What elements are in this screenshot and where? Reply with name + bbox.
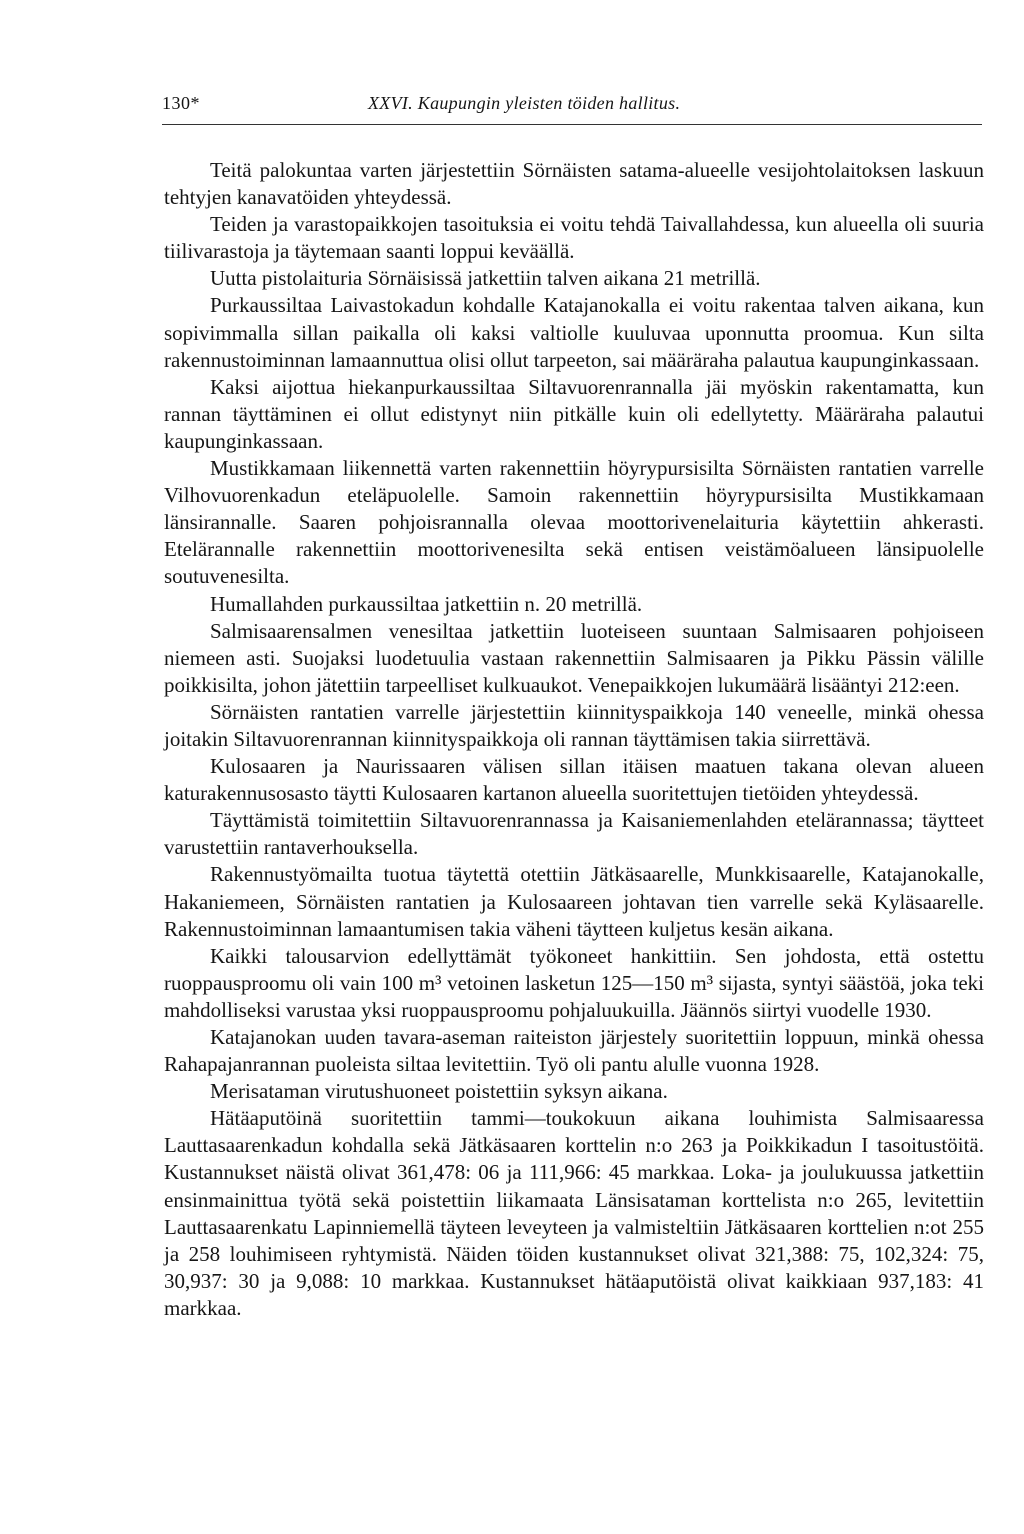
paragraph: Mustikkamaan liikennettä varten rakennettiin höyrypursisilta Sörnäisten rantatien varrelle Vilhovuorenkadun eteläpuolelle. Samoin rakennettiin höyrypursisilta Mustikkamaan länsirannalle. Saaren pohjoisrannalla olevaa moottorivenelaituria käytettiin ahkerasti. Etelärannalle rakennettiin moottorivenesilta sekä entisen veistämöalueen länsipuolelle soutuvenesilta.: [164, 456, 984, 589]
paragraph: Täyttämistä toimitettiin Siltavuorenrannassa ja Kaisaniemenlahden etelärannassa; täytteet varustettiin rantaverhouksella.: [164, 808, 984, 860]
page-header: [162, 93, 984, 119]
paragraph: Teiden ja varastopaikkojen tasoituksia ei voitu tehdä Taivallahdessa, kun alueella oli suuria tiilivarastoja ja täytemaan saanti loppui keväällä.: [164, 212, 984, 264]
paragraph: Rakennustyömailta tuotua täytettä otettiin Jätkäsaarelle, Munkkisaarelle, Katajanokalle, Hakaniemeen, Sörnäisten rantatien ja Kulosaareen johtavan tien varrelle sekä Kyläsaarelle. Rakennustoiminnan lamaantumisen takia väheni täytteen kuljetus kesän aikana.: [164, 862, 984, 941]
paragraph: Merisataman virutushuoneet poistettiin syksyn aikana.: [210, 1079, 668, 1104]
paragraph: Purkaussiltaa Laivastokadun kohdalle Katajanokalla ei voitu rakentaa talven aikana, kun sopivimmalla sillan paikalla oli kaksi valtiolle kuuluvaa uponnutta proomua. Kun silta rakennustoiminnan lamaannuttua olisi ollut tarpeeton, sai määräraha palautua kaupunginkassaan.: [164, 293, 984, 372]
body-text: [164, 157, 984, 1322]
paragraph: Sörnäisten rantatien varrelle järjestettiin kiinnityspaikkoja 140 veneelle, minkä ohessa joitakin Siltavuorenrannan kiinnityspaikkoja oli rannan täyttämisen takia siirrettävä.: [164, 699, 984, 751]
paragraph: Kulosaaren ja Naurissaaren välisen sillan itäisen maatuen takana olevan alueen katurakennusosasto täytti Kulosaaren kartanon alueella suoritettujen tietöiden yhteydessä.: [164, 754, 984, 806]
paragraph: Kaksi aijottua hiekanpurkaussiltaa Siltavuorenrannalla jäi myöskin rakentamatta, kun rannan täyttäminen ei ollut edistynyt niin pitkälle kuin oli edellytetty. Määräraha palautui kaupunginkassaan.: [164, 374, 984, 453]
header-rule: [162, 124, 982, 125]
paragraph: Salmisaarensalmen venesiltaa jatkettiin luoteiseen suuntaan Salmisaaren pohjoiseen niemeen asti. Suojaksi luodetuulia vastaan rakennettiin Salmisaaren ja Pikku Pässin välille poikkisilta, johon jätettiin tarpeelliset kulkuaukot. Venepaikkojen lukumäärä lisääntyi 212:een.: [164, 618, 984, 697]
paragraph: Uutta pistolaituria Sörnäisissä jatkettiin talven aikana 21 metrillä.: [210, 266, 761, 291]
running-head: XXVI. Kaupungin yleisten töiden hallitus.: [368, 93, 681, 113]
paragraph: Teitä palokuntaa varten järjestettiin Sörnäisten satama-alueelle vesijohtolaitoksen laskuun tehtyjen kanavatöiden yhteydessä.: [164, 158, 984, 210]
paragraph: Humallahden purkaussiltaa jatkettiin n. 20 metrillä.: [210, 591, 643, 616]
page-number: 130*: [162, 93, 200, 113]
paragraph: Hätäaputöinä suoritettiin tammi—toukokuun aikana louhimista Salmisaaressa Lauttasaarenkadun kohdalla sekä Jätkäsaaren korttelin n:o 263 ja Poikkikadun I tasoitustöitä. Kustannukset näistä olivat 361,478: 06 ja 111,966: 45 markkaa. Loka- ja joulukuussa jatkettiin ensinmainittua työtä sekä poistettiin liikamaata Länsisataman korttelista n:o 265, levitettiin Lauttasaarenkatu Lapinniemellä täyteen leveyteen ja valmisteltiin Jätkäsaaren korttelien n:ot 255 ja 258 louhimiseen ryhtymistä. Näiden töiden kustannukset olivat 321,388: 75, 102,324: 75, 30,937: 30 ja 9,088: 10 markkaa. Kustannukset hätäaputöistä olivat kaikkiaan 937,183: 41 markkaa.: [164, 1106, 984, 1320]
paragraph: Katajanokan uuden tavara-aseman raiteiston järjestely suoritettiin loppuun, minkä ohessa Rahapajanrannan puoleista siltaa levitettiin. Työ oli pantu alulle vuonna 1928.: [164, 1025, 984, 1077]
paragraph: Kaikki talousarvion edellyttämät työkoneet hankittiin. Sen johdosta, että ostettu ruoppausproomu oli vain 100 m³ vetoinen lasketun 125—150 m³ sijasta, syntyi säästöä, joka teki mahdolliseksi varustaa yksi ruoppausproomu pohjaluukuilla. Jäännös siirtyi vuodelle 1930.: [164, 943, 984, 1022]
